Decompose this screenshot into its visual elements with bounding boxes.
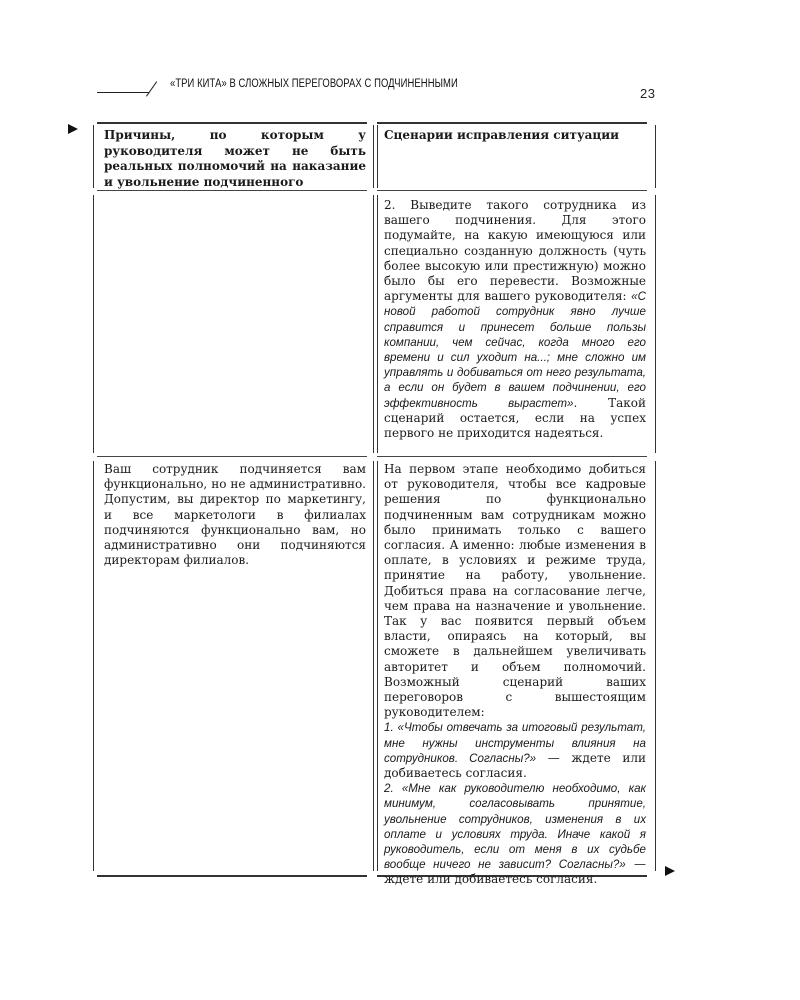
row1-col2-quote: «С новой работой сотрудник явно лучше справится и принесет больше пользы компании, чем сейчас, когда много его времени и сил уходит на...; мне сложно им управлять и добиваться от него результата, а если он будет в вашем подчинении, его эффективность вырастет» xyxy=(384,290,646,410)
col2-header: Сценарии исправления ситуации xyxy=(384,128,620,142)
col1-right-border xyxy=(373,125,374,188)
col2-left-border xyxy=(377,125,378,188)
row2-col2-item-1-quote: 1. «Чтобы отвечать за итоговый результат, мне нужны инструменты влияния на сотрудников. Согласны?» xyxy=(384,721,646,765)
col1-header: Причины, по которым у руководителя может не быть реальных полномочий на наказание и увольнение подчиненного xyxy=(104,128,366,189)
row2-col1-cell: Ваш сотрудник подчиняется вам функционально, но не административно. Допустим, вы директор по маркетингу, и все маркетологи в филиалах подчиняются функционально вам, но административно они подчиняются директорам филиалов. xyxy=(104,462,366,568)
col2-top-rule xyxy=(377,122,647,124)
table-continues-arrow-icon xyxy=(665,866,675,876)
table-bottom-rule-col1 xyxy=(97,875,367,877)
row2-col2-item-2-tail: — ждете или добиваетесь согласия. xyxy=(384,857,646,887)
col1-top-rule xyxy=(97,122,367,124)
page-number: 23 xyxy=(640,86,656,101)
row2-col2-left-border xyxy=(377,461,378,871)
running-header-title: «ТРИ КИТА» В СЛОЖНЫХ ПЕРЕГОВОРАХ С ПОДЧИНЕННЫМИ xyxy=(170,78,458,90)
row1-col2-intro: 2. Выведите такого сотрудника из вашего подчинения. Для этого подумайте, на какую имеющуюся или специально созданную должность (чуть более высокую или престижную) можно было бы его перевести. Возможные аргументы для вашего руководителя: xyxy=(384,198,646,304)
col1-left-border xyxy=(93,125,94,188)
row2-col2-cell xyxy=(384,462,646,888)
row2-col2-item-1 xyxy=(384,720,646,781)
row2-col2-item-2 xyxy=(384,781,646,887)
row2-col1-right-border xyxy=(373,461,374,871)
row1-col2-left-border xyxy=(377,195,378,453)
row1-col2-outro: . Такой сценарий остается, если на успех первого не приходится надеяться. xyxy=(384,395,647,441)
row2-col2-intro: На первом этапе необходимо добиться от руководителя, чтобы все кадровые решения по функционально подчиненным вам сотрудникам можно было принимать только с вашего согласия. А именно: любые изменения в оплате, в условиях и режиме труда, принятие на работу, увольнение. Добиться права на согласование легче, чем права на назначение и увольнение. Так у вас появится первый объем власти, опираясь на который, вы сможете в дальнейшем увеличивать авторитет и объем полномочий. Возможный сценарий ваших переговоров с вышестоящим руководителем: xyxy=(384,462,646,720)
header-slash xyxy=(146,81,157,96)
row1-col2-right-border xyxy=(655,195,656,453)
header-bottom-rule-col1 xyxy=(97,190,367,191)
row2-col2-item-1-tail: — ждете или добиваетесь согласия. xyxy=(384,750,646,781)
row1-bottom-rule-col2 xyxy=(377,456,647,457)
row2-col2-right-border xyxy=(655,461,656,871)
header-bottom-rule-col2 xyxy=(377,190,647,191)
col2-right-border xyxy=(655,125,656,188)
header-rule xyxy=(97,92,149,93)
row1-col1-left-border xyxy=(93,195,94,453)
row2-col2-item-2-quote: 2. «Мне как руководителю необходимо, как минимум, согласовывать принятие, увольнение сотрудников, изменения в их оплате и условиях труда. Иначе какой я руководитель, если от меня в их судьбе вообще ничего не зависит? Согласны?» xyxy=(384,782,646,872)
row1-col2-cell xyxy=(384,198,646,441)
table-start-arrow-icon xyxy=(68,124,78,134)
row1-col1-right-border xyxy=(373,195,374,453)
row1-bottom-rule-col1 xyxy=(97,456,367,457)
row2-col1-left-border xyxy=(93,461,94,871)
